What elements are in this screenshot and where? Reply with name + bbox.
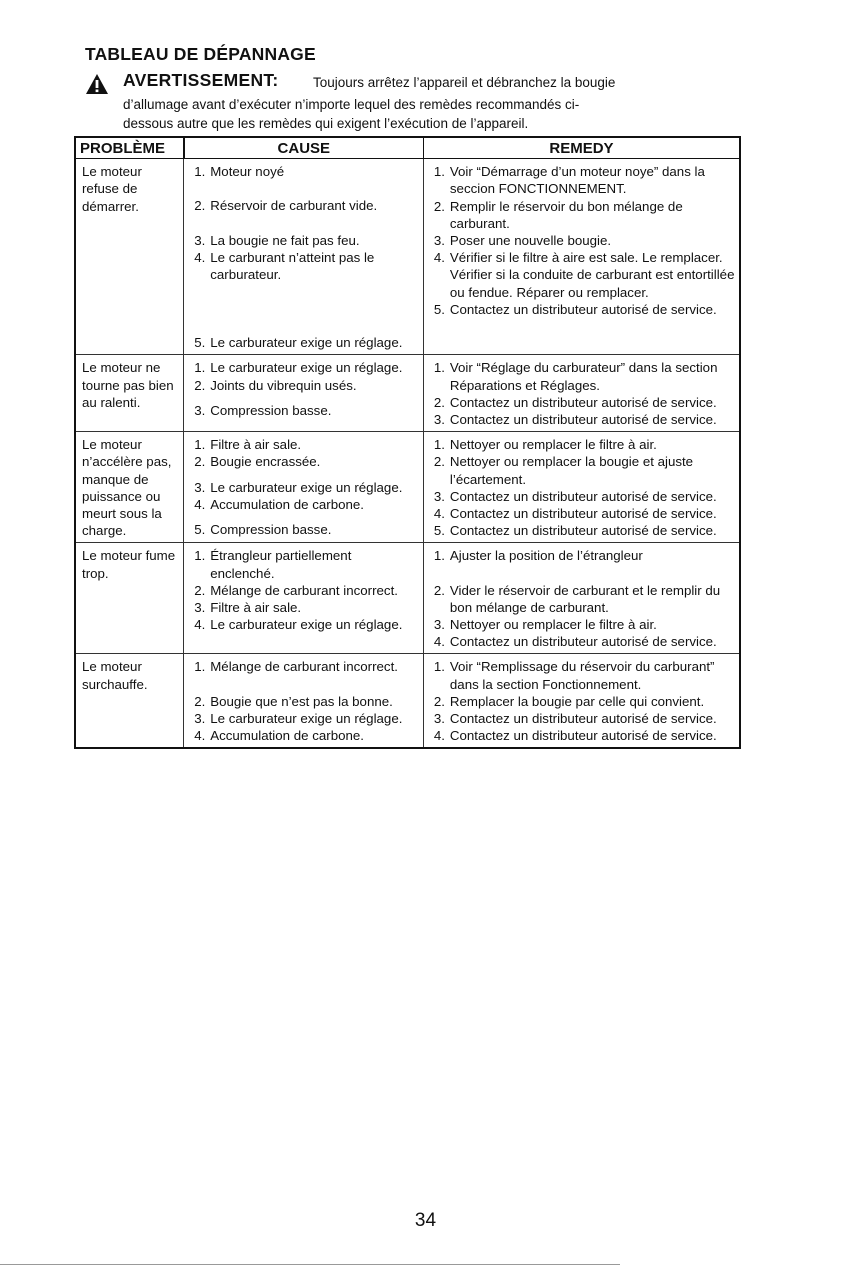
cause-cell — [184, 543, 424, 654]
cause-cell — [184, 355, 424, 432]
list-item: 2. Bougie que n’est pas la bonne. — [194, 693, 393, 709]
header-remedy: REMEDY — [423, 137, 740, 159]
list-item: 3. Filtre à air sale. — [194, 600, 302, 616]
problem-cell: Le moteur ne tourne pas bien au ralenti. — [75, 355, 184, 432]
list-item: 2. Remplir le réservoir du bon mélange de carburant. — [433, 198, 683, 231]
problem-cell: Le moteur surchauffe. — [75, 654, 184, 749]
list-item: 4. Accumulation de carbone. — [194, 728, 364, 744]
list-item: 5. Le carburateur exige un réglage. — [194, 335, 403, 351]
list-item: 2. Remplacer la bougie par celle qui convient. — [433, 693, 705, 709]
page-title: TABLEAU DE DÉPANNAGE — [85, 44, 316, 64]
list-item: 3. Contactez un distributeur autorisé de service. — [433, 488, 717, 504]
list-item: 3. Le carburateur exige un réglage. — [194, 710, 403, 726]
cause-cell — [184, 159, 424, 355]
list-item: 2. Joints du vibrequin usés. — [194, 377, 357, 393]
table-row — [75, 543, 740, 654]
list-item: 5. Compression basse. — [194, 522, 332, 538]
table-header-row — [75, 137, 740, 159]
cause-cell — [184, 654, 424, 749]
list-item: 1. Étrangleur partiellement enclenché. — [194, 548, 352, 581]
list-item: 2. Vider le réservoir de carburant et le remplir du bon mélange de carburant. — [433, 582, 721, 615]
table-row — [75, 355, 740, 432]
cause-cell — [184, 432, 424, 543]
list-item: 3. La bougie ne fait pas feu. — [194, 232, 360, 248]
problem-cell: Le moteur fume trop. — [75, 543, 184, 654]
list-item: 4. Contactez un distributeur autorisé de service. — [433, 506, 717, 522]
list-item: 1. Voir “Remplissage du réservoir du carburant” dans la section Fonctionnement. — [433, 659, 715, 692]
remedy-cell — [423, 159, 740, 355]
problem-cell: Le moteur n’accélère pas, manque de puissance ou meurt sous la charge. — [75, 432, 184, 543]
list-item: 1. Ajuster la position de l’étrangleur — [433, 548, 643, 564]
list-item: 3. Contactez un distributeur autorisé de service. — [433, 711, 717, 727]
list-item: 4. Le carburant n’atteint pas le carburateur. — [194, 249, 375, 283]
list-item: 2. Mélange de carburant incorrect. — [194, 582, 398, 598]
remedy-cell — [423, 355, 740, 432]
list-item: 1. Voir “Démarrage d’un moteur noye” dans la seccion FONCTIONNEMENT. — [433, 164, 705, 197]
list-item: 5. Contactez un distributeur autorisé de service. — [433, 301, 717, 317]
list-item: 5. Contactez un distributeur autorisé de service. — [433, 523, 717, 539]
list-item: 3. Poser une nouvelle bougie. — [433, 233, 612, 249]
list-item: 4. Le carburateur exige un réglage. — [194, 617, 403, 633]
list-item: 3. Le carburateur exige un réglage. — [194, 479, 403, 495]
list-item: 2. Contactez un distributeur autorisé de service. — [433, 394, 717, 410]
list-item: 4. Contactez un distributeur autorisé de service. — [433, 634, 717, 650]
warning-triangle-icon — [85, 73, 109, 95]
page-number: 34 — [414, 1210, 437, 1231]
remedy-cell — [423, 654, 740, 749]
list-item: 1. Moteur noyé — [194, 164, 285, 180]
table-row — [75, 432, 740, 543]
list-item: 4. Vérifier si le filtre à aire est sale. Le remplacer. Vérifier si la conduite de carburant est entortillée ou fendue. Réparer ou remplacer. — [433, 250, 735, 300]
troubleshooting-table — [74, 136, 741, 749]
list-item: 3. Compression basse. — [194, 402, 332, 418]
list-item: 2. Nettoyer ou remplacer la bougie et ajuste l’écartement. — [433, 454, 694, 487]
header-cause: CAUSE — [184, 137, 424, 159]
list-item: 4. Accumulation de carbone. — [194, 496, 364, 512]
warning-text-line3: dessous autre que les remèdes qui exigent l’exécution de l’appareil. — [123, 116, 529, 131]
header-probleme: PROBLÈME — [75, 137, 184, 159]
list-item: 3. Contactez un distributeur autorisé de service. — [433, 412, 717, 428]
warning-text-line1: Toujours arrêtez l’appareil et débranchez la bougie — [313, 75, 616, 90]
remedy-cell — [423, 543, 740, 654]
list-item: 3. Nettoyer ou remplacer le filtre à air. — [433, 617, 657, 633]
list-item: 1. Filtre à air sale. — [194, 437, 302, 453]
problem-cell: Le moteur refuse de démarrer. — [75, 159, 184, 355]
list-item: 2. Réservoir de carburant vide. — [194, 198, 378, 214]
list-item: 1. Voir “Réglage du carburateur” dans la section Réparations et Réglages. — [433, 360, 718, 393]
warning-heading: AVERTISSEMENT: — [123, 70, 279, 90]
warning-text-line2: d’allumage avant d’exécuter n’importe lequel des remèdes recommandés ci- — [123, 97, 580, 112]
list-item: 2. Bougie encrassée. — [194, 454, 321, 470]
list-item: 1. Nettoyer ou remplacer le filtre à air. — [433, 437, 657, 453]
table-row — [75, 654, 740, 749]
list-item: 1. Mélange de carburant incorrect. — [194, 659, 398, 675]
list-item: 4. Contactez un distributeur autorisé de service. — [433, 728, 717, 744]
page-bottom-rule — [0, 1264, 620, 1265]
list-item: 1. Le carburateur exige un réglage. — [194, 360, 403, 376]
remedy-cell — [423, 432, 740, 543]
table-row — [75, 159, 740, 355]
